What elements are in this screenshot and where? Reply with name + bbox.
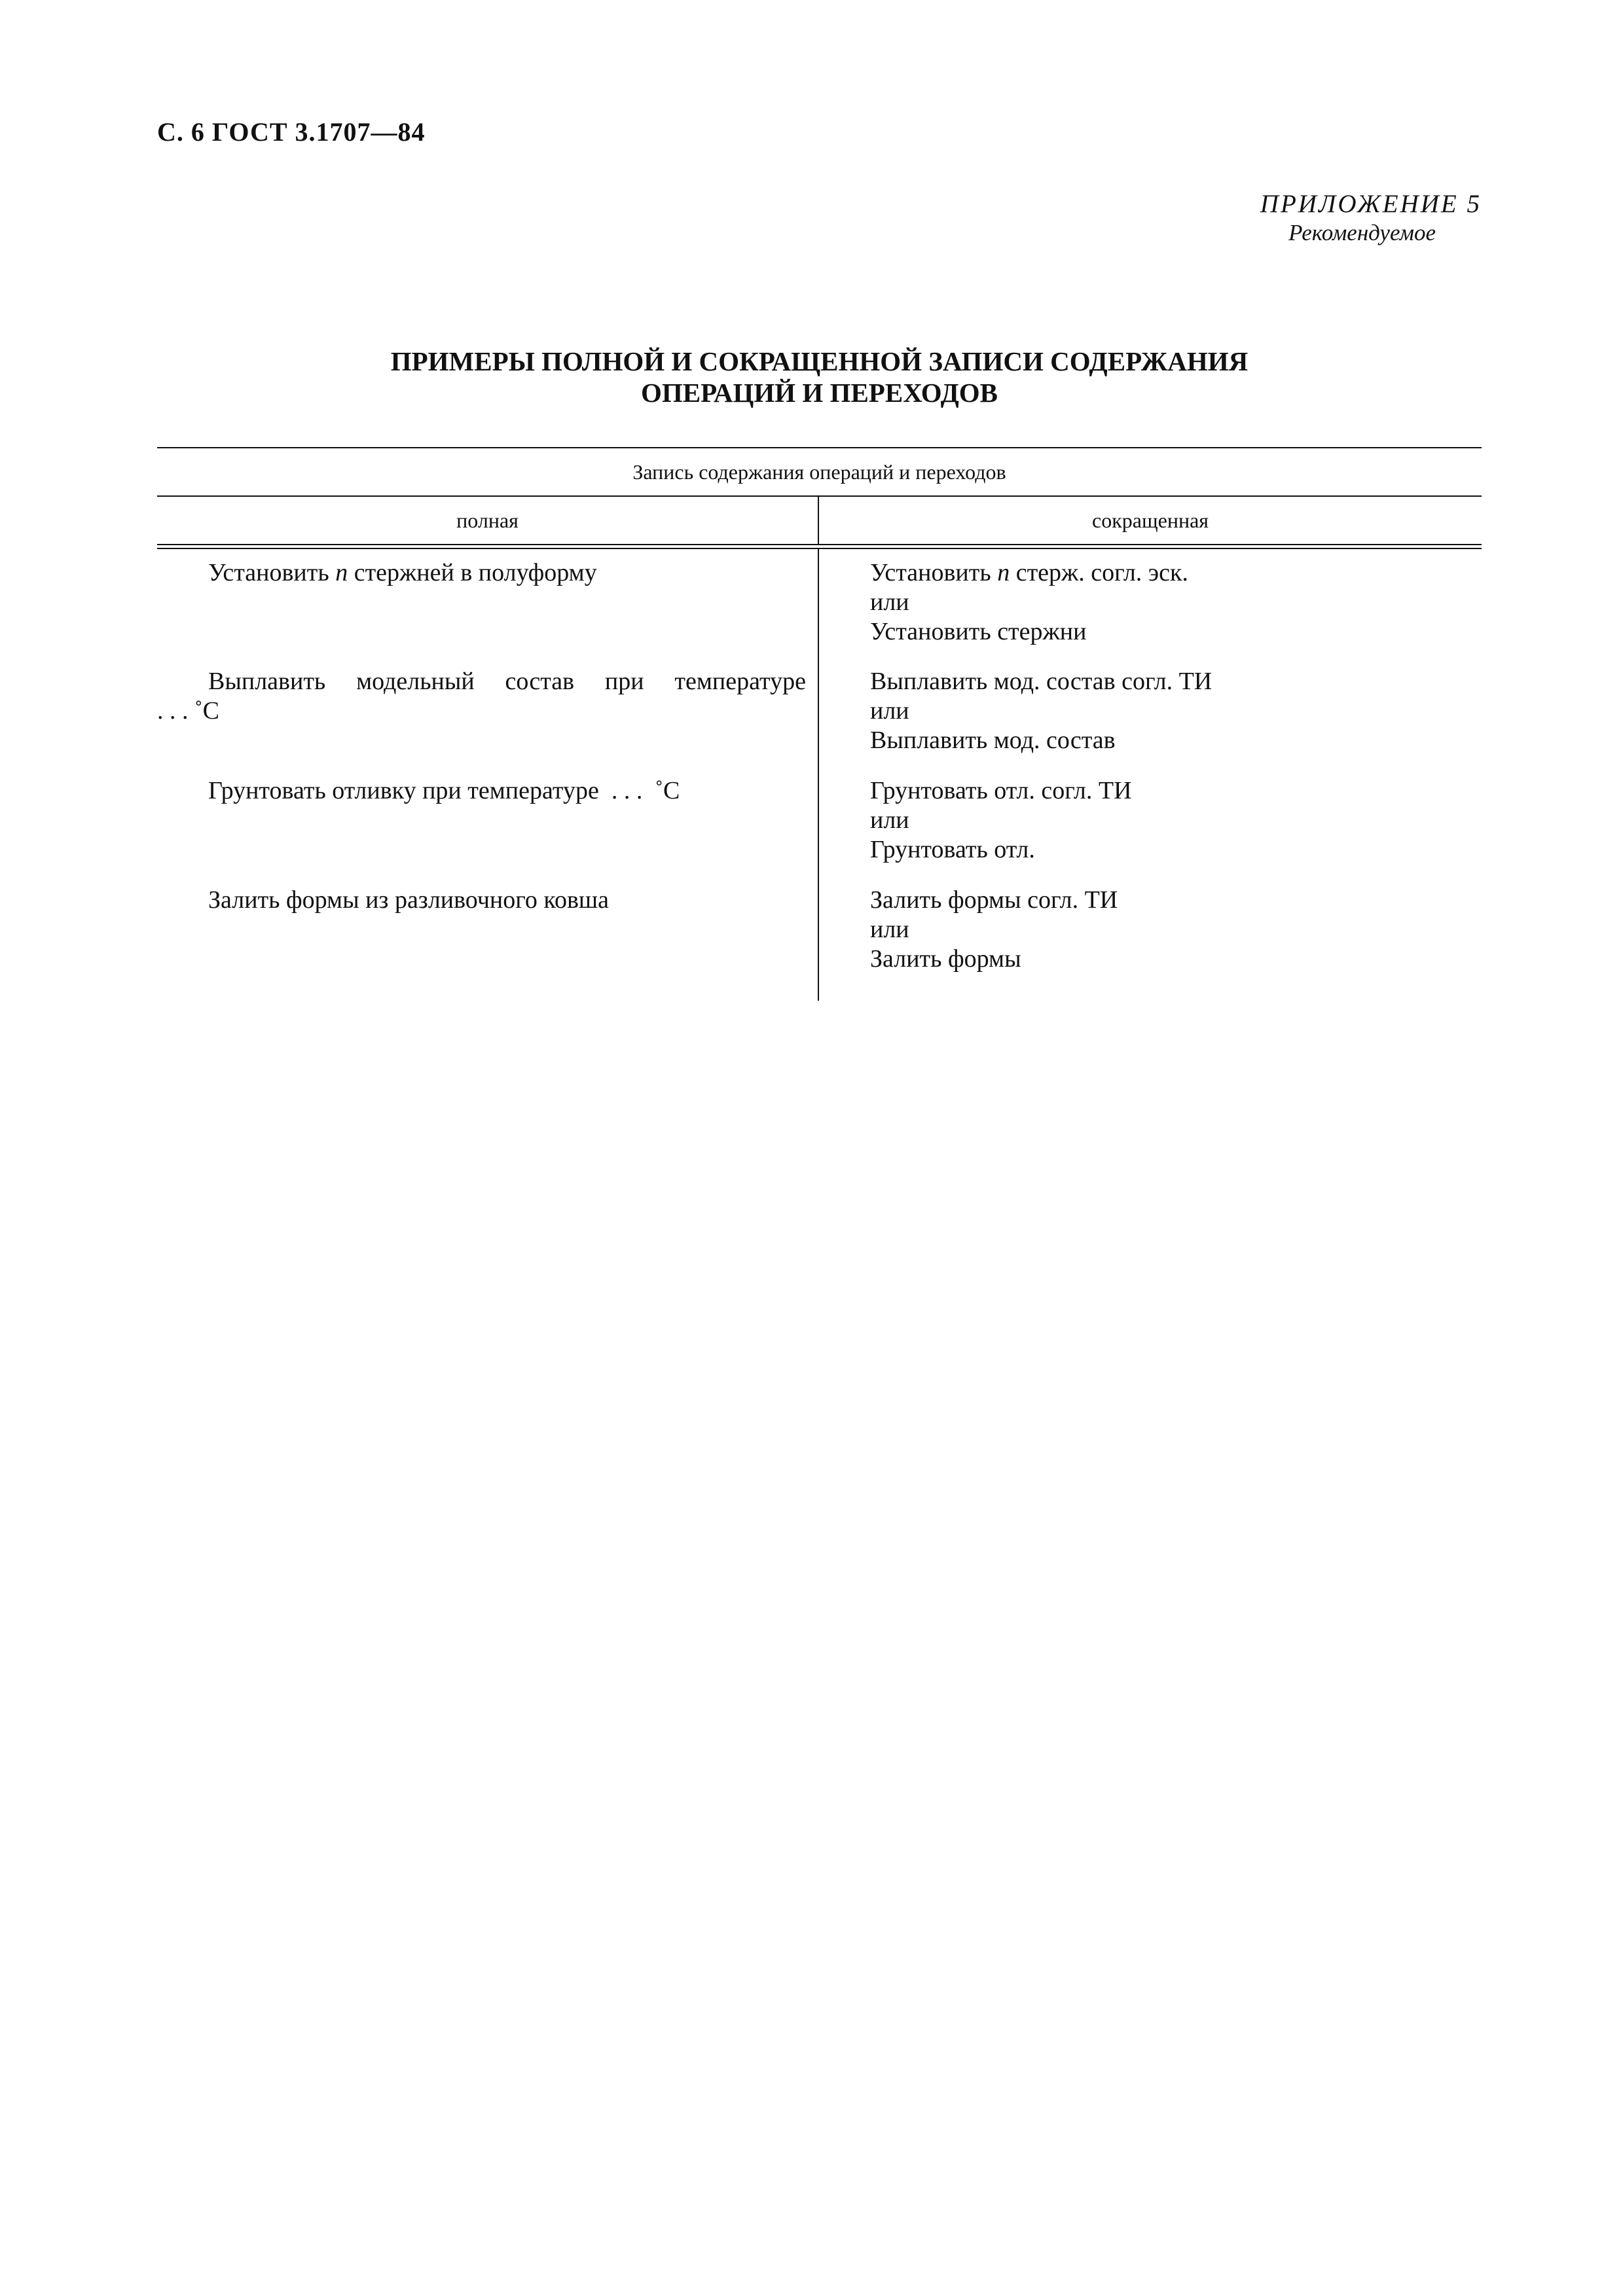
header-double-rule (157, 544, 1482, 549)
row-1-short-line-3: Установить стержни (870, 618, 1087, 645)
title-line-2: ОПЕРАЦИЙ И ПЕРЕХОДОВ (640, 378, 998, 408)
row-1-short-after: стерж. согл. эск. (1010, 559, 1188, 586)
row-3-short-or: или (870, 806, 909, 834)
table-caption: Запись содержания операций и переходов (157, 448, 1482, 497)
short-record-row-1 (819, 558, 1482, 667)
row-1-full-before: Установить (208, 559, 336, 586)
short-record-column (819, 549, 1482, 1001)
full-record-column (157, 549, 819, 1001)
row-1-full-variable: n (335, 559, 348, 586)
full-record-row-3 (157, 776, 818, 886)
operations-table (157, 447, 1482, 1001)
row-4-short-line-1: Залить формы согл. ТИ (870, 886, 1118, 914)
row-3-short-line-3: Грунтовать отл. (870, 836, 1035, 863)
table-column-headers (157, 497, 1482, 544)
row-3-short-line-1: Грунтовать отл. согл. ТИ (870, 777, 1132, 804)
row-1-short-or: или (870, 588, 909, 616)
appendix-status: Рекомендуемое (1288, 220, 1436, 245)
page-reference: С. 6 ГОСТ 3.1707—84 (157, 117, 426, 147)
row-2-short-line-1: Выплавить мод. состав согл. ТИ (870, 668, 1213, 695)
row-2-full-line-2: . . . ˚С (157, 697, 219, 725)
appendix-label: ПРИЛОЖЕНИЕ 5 (1260, 190, 1482, 218)
title-line-1: ПРИМЕРЫ ПОЛНОЙ И СОКРАЩЕННОЙ ЗАПИСИ СОДЕРЖАНИЯ (390, 346, 1249, 376)
column-header-short: сокращенная (1092, 509, 1209, 532)
row-4-short-line-3: Залить формы (870, 945, 1021, 973)
row-3-full-line-1: Грунтовать отливку при температуре . . . ˚С (208, 777, 680, 804)
full-record-row-2 (157, 667, 818, 776)
row-1-short-variable: n (997, 559, 1010, 586)
document-title (157, 346, 1482, 408)
row-1-short-before: Установить (870, 559, 998, 586)
full-record-row-1 (157, 558, 818, 667)
short-record-row-4 (819, 886, 1482, 984)
row-2-short-line-3: Выплавить мод. состав (870, 726, 1116, 754)
table-body (157, 549, 1482, 1001)
column-header-full: полная (157, 497, 819, 544)
full-record-row-4 (157, 886, 818, 984)
short-record-row-3 (819, 776, 1482, 886)
row-4-full-line-1: Залить формы из разливочного ковша (208, 886, 610, 914)
row-2-full-line-1: Выплавить модельный состав при температуре (208, 668, 806, 695)
row-1-full-after: стержней в полуформу (348, 559, 597, 586)
row-4-short-or: или (870, 916, 909, 943)
row-2-short-or: или (870, 697, 909, 725)
appendix-block (1260, 190, 1482, 247)
short-record-row-2 (819, 667, 1482, 776)
